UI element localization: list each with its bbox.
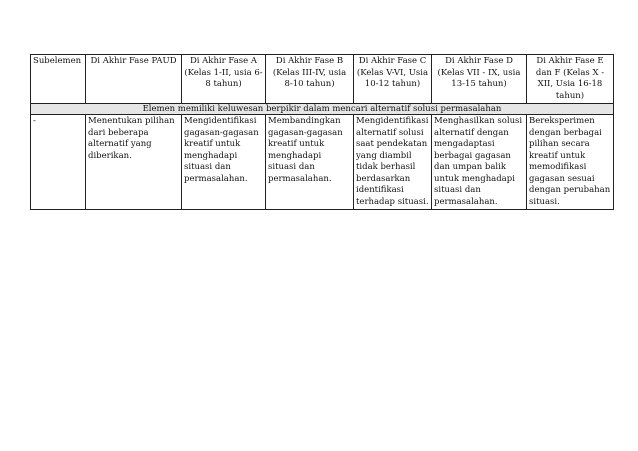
header-subelemen bbox=[31, 55, 86, 104]
cell-text: Mengidentifikasi gagasan-gagasan kreatif untuk menghadapi situasi dan permasalahan. bbox=[184, 116, 259, 184]
cell-text: Menghasilkan solusi alternatif dengan mengadaptasi berbagai gagasan dan umpan balik untuk menghadapi situasi dan permasalahan. bbox=[434, 116, 523, 207]
header-label: Di Akhir Fase C (Kelas V-VI, Usia 10-12 tahun) bbox=[356, 56, 429, 89]
cell-fase-e-f bbox=[527, 115, 614, 210]
table-header-row bbox=[31, 55, 614, 104]
header-fase-a bbox=[182, 55, 266, 104]
cell-text: Bereksperimen dengan berbagai pilihan secara kreatif untuk memodifikasi gagasan sesuai dengan perubahan situasi. bbox=[529, 116, 611, 207]
cell-subelemen bbox=[31, 115, 86, 210]
cell-text: Membandingkan gagasan-gagasan kreatif untuk menghadapi situasi dan permasalahan. bbox=[268, 116, 343, 184]
cell-fase-c bbox=[354, 115, 432, 210]
header-fase-b bbox=[266, 55, 354, 104]
table-row bbox=[31, 115, 614, 210]
element-label: Elemen memiliki keluwesan berpikir dalam mencari alternatif solusi permasalahan bbox=[142, 104, 502, 114]
cell-fase-b bbox=[266, 115, 354, 210]
header-label: Di Akhir Fase A (Kelas 1-II, usia 6-8 tahun) bbox=[184, 56, 263, 89]
header-label: Di Akhir Fase D (Kelas VII - IX, usia 13-15 tahun) bbox=[437, 56, 521, 89]
element-title bbox=[31, 104, 614, 115]
header-label: Subelemen bbox=[33, 56, 82, 66]
header-label: Di Akhir Fase PAUD bbox=[90, 56, 177, 66]
element-row bbox=[31, 104, 614, 115]
header-fase-e-f bbox=[527, 55, 614, 104]
header-label: Di Akhir Fase E dan F (Kelas X - XII, Usia 16-18 tahun) bbox=[535, 56, 605, 101]
cell-fase-a bbox=[182, 115, 266, 210]
cell-fase-d bbox=[432, 115, 527, 210]
header-fase-d bbox=[432, 55, 527, 104]
competency-table bbox=[30, 54, 614, 210]
cell-text: Menentukan pilihan dari beberapa alternatif yang diberikan. bbox=[88, 116, 175, 161]
header-fase-paud bbox=[86, 55, 182, 104]
cell-text: Mengidentifikasi alternatif solusi saat pendekatan yang diambil tidak berhasil berdasarkan identifikasi terhadap situasi. bbox=[356, 116, 429, 207]
header-fase-c bbox=[354, 55, 432, 104]
cell-text: - bbox=[33, 116, 36, 126]
cell-fase-paud bbox=[86, 115, 182, 210]
header-label: Di Akhir Fase B (Kelas III-IV, usia 8-10 tahun) bbox=[272, 56, 347, 89]
